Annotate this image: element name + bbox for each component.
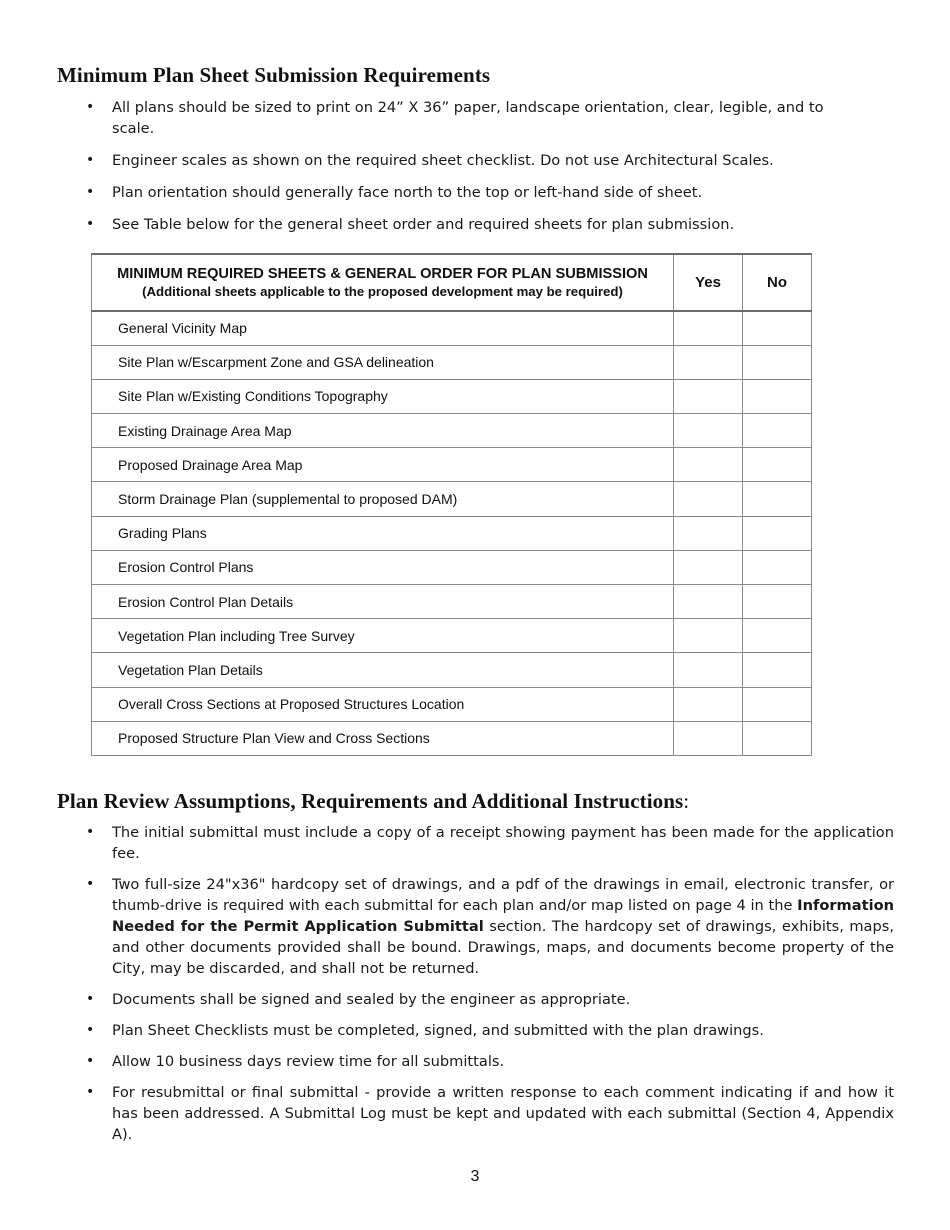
bullet-icon: • bbox=[86, 1084, 95, 1100]
yes-checkbox-cell[interactable] bbox=[674, 414, 743, 448]
bullet-icon: • bbox=[86, 1053, 95, 1069]
requirements-list bbox=[86, 97, 846, 235]
yes-checkbox-cell[interactable] bbox=[674, 516, 743, 550]
yes-checkbox-cell[interactable] bbox=[674, 619, 743, 653]
yes-checkbox-cell[interactable] bbox=[674, 345, 743, 379]
required-sheets-table bbox=[91, 253, 812, 756]
sheet-name: Overall Cross Sections at Proposed Structures Location bbox=[92, 687, 674, 721]
no-checkbox-cell[interactable] bbox=[743, 345, 812, 379]
page-number: 3 bbox=[470, 1168, 480, 1185]
table-header-row bbox=[92, 254, 812, 311]
list-item: • The initial submittal must include a copy of a receipt showing payment has been made for the application fee. bbox=[86, 824, 894, 862]
table-row bbox=[92, 687, 812, 721]
list-item: • Plan orientation should generally face north to the top or left-hand side of sheet. bbox=[86, 184, 703, 201]
yes-checkbox-cell[interactable] bbox=[674, 550, 743, 584]
sheet-name: Site Plan w/Existing Conditions Topography bbox=[92, 379, 674, 413]
sheet-name: Proposed Drainage Area Map bbox=[92, 448, 674, 482]
table-row bbox=[92, 550, 812, 584]
sheet-name: Storm Drainage Plan (supplemental to proposed DAM) bbox=[92, 482, 674, 516]
sheet-name: Grading Plans bbox=[92, 516, 674, 550]
yes-checkbox-cell[interactable] bbox=[674, 311, 743, 345]
table-row bbox=[92, 311, 812, 345]
sheet-name: Site Plan w/Escarpment Zone and GSA delineation bbox=[92, 345, 674, 379]
table-row bbox=[92, 653, 812, 687]
table-title: MINIMUM REQUIRED SHEETS & GENERAL ORDER FOR PLAN SUBMISSION bbox=[117, 265, 648, 282]
no-checkbox-cell[interactable] bbox=[743, 311, 812, 345]
table-row bbox=[92, 448, 812, 482]
table-subtitle: (Additional sheets applicable to the proposed development may be required) bbox=[142, 283, 623, 299]
bullet-icon: • bbox=[86, 1022, 95, 1038]
yes-checkbox-cell[interactable] bbox=[674, 448, 743, 482]
bullet-icon: • bbox=[86, 824, 95, 840]
no-checkbox-cell[interactable] bbox=[743, 619, 812, 653]
no-checkbox-cell[interactable] bbox=[743, 721, 812, 755]
table-row bbox=[92, 585, 812, 619]
bullet-icon: • bbox=[86, 99, 95, 115]
bullet-icon: • bbox=[86, 216, 95, 232]
sheet-name: General Vicinity Map bbox=[92, 311, 674, 345]
list-item: • See Table below for the general sheet order and required sheets for plan submission. bbox=[86, 216, 735, 233]
list-item: • Two full-size 24"x36" hardcopy set of drawings, and a pdf of the drawings in email, electronic transfer, or thumb-drive is required with each submittal for each plan and/or map listed on page 4 in the Information Needed for the Permit Application Submittal section. The hardcopy set of drawings, exhibits, maps, and other documents provided shall be bound. Drawings, maps, and documents become property of the City, may be discarded, and shall not be returned. bbox=[86, 876, 894, 977]
list-item: • Plan Sheet Checklists must be completed, signed, and submitted with the plan drawings. bbox=[86, 1022, 764, 1039]
sheet-name: Proposed Structure Plan View and Cross Sections bbox=[92, 721, 674, 755]
table-row bbox=[92, 414, 812, 448]
column-header-yes: Yes bbox=[674, 254, 743, 311]
table-row bbox=[92, 482, 812, 516]
section-title-plan-review: Plan Review Assumptions, Requirements and Additional Instructions: bbox=[57, 789, 690, 813]
table-title-cell bbox=[92, 254, 674, 311]
bullet-icon: • bbox=[86, 184, 95, 200]
no-checkbox-cell[interactable] bbox=[743, 550, 812, 584]
yes-checkbox-cell[interactable] bbox=[674, 585, 743, 619]
yes-checkbox-cell[interactable] bbox=[674, 379, 743, 413]
list-item: • Documents shall be signed and sealed by the engineer as appropriate. bbox=[86, 991, 631, 1008]
bullet-icon: • bbox=[86, 991, 95, 1007]
no-checkbox-cell[interactable] bbox=[743, 653, 812, 687]
instructions-list bbox=[86, 822, 894, 1145]
list-item: • Allow 10 business days review time for all submittals. bbox=[86, 1053, 505, 1070]
list-item: • For resubmittal or final submittal - provide a written response to each comment indicating if and how it has been addressed. A Submittal Log must be kept and updated with each submittal (Section 4, Appendix A). bbox=[86, 1084, 894, 1143]
sheet-name: Erosion Control Plan Details bbox=[92, 585, 674, 619]
sheet-name: Vegetation Plan Details bbox=[92, 653, 674, 687]
no-checkbox-cell[interactable] bbox=[743, 516, 812, 550]
table-row bbox=[92, 345, 812, 379]
sheet-name: Vegetation Plan including Tree Survey bbox=[92, 619, 674, 653]
no-checkbox-cell[interactable] bbox=[743, 585, 812, 619]
no-checkbox-cell[interactable] bbox=[743, 379, 812, 413]
no-checkbox-cell[interactable] bbox=[743, 482, 812, 516]
no-checkbox-cell[interactable] bbox=[743, 687, 812, 721]
yes-checkbox-cell[interactable] bbox=[674, 721, 743, 755]
section-title-minimum-plan-sheet: Minimum Plan Sheet Submission Requirements bbox=[57, 63, 491, 87]
list-item: • Engineer scales as shown on the required sheet checklist. Do not use Architectural Scales. bbox=[86, 152, 774, 169]
no-checkbox-cell[interactable] bbox=[743, 414, 812, 448]
no-checkbox-cell[interactable] bbox=[743, 448, 812, 482]
sheet-name: Existing Drainage Area Map bbox=[92, 414, 674, 448]
table-row bbox=[92, 721, 812, 755]
table-row bbox=[92, 516, 812, 550]
yes-checkbox-cell[interactable] bbox=[674, 482, 743, 516]
bullet-icon: • bbox=[86, 152, 95, 168]
list-item: • All plans should be sized to print on 24” X 36” paper, landscape orientation, clear, legible, and to scale. bbox=[86, 99, 824, 137]
yes-checkbox-cell[interactable] bbox=[674, 687, 743, 721]
table-row bbox=[92, 619, 812, 653]
sheet-name: Erosion Control Plans bbox=[92, 550, 674, 584]
yes-checkbox-cell[interactable] bbox=[674, 653, 743, 687]
column-header-no: No bbox=[743, 254, 812, 311]
bullet-icon: • bbox=[86, 876, 95, 892]
table-row bbox=[92, 379, 812, 413]
